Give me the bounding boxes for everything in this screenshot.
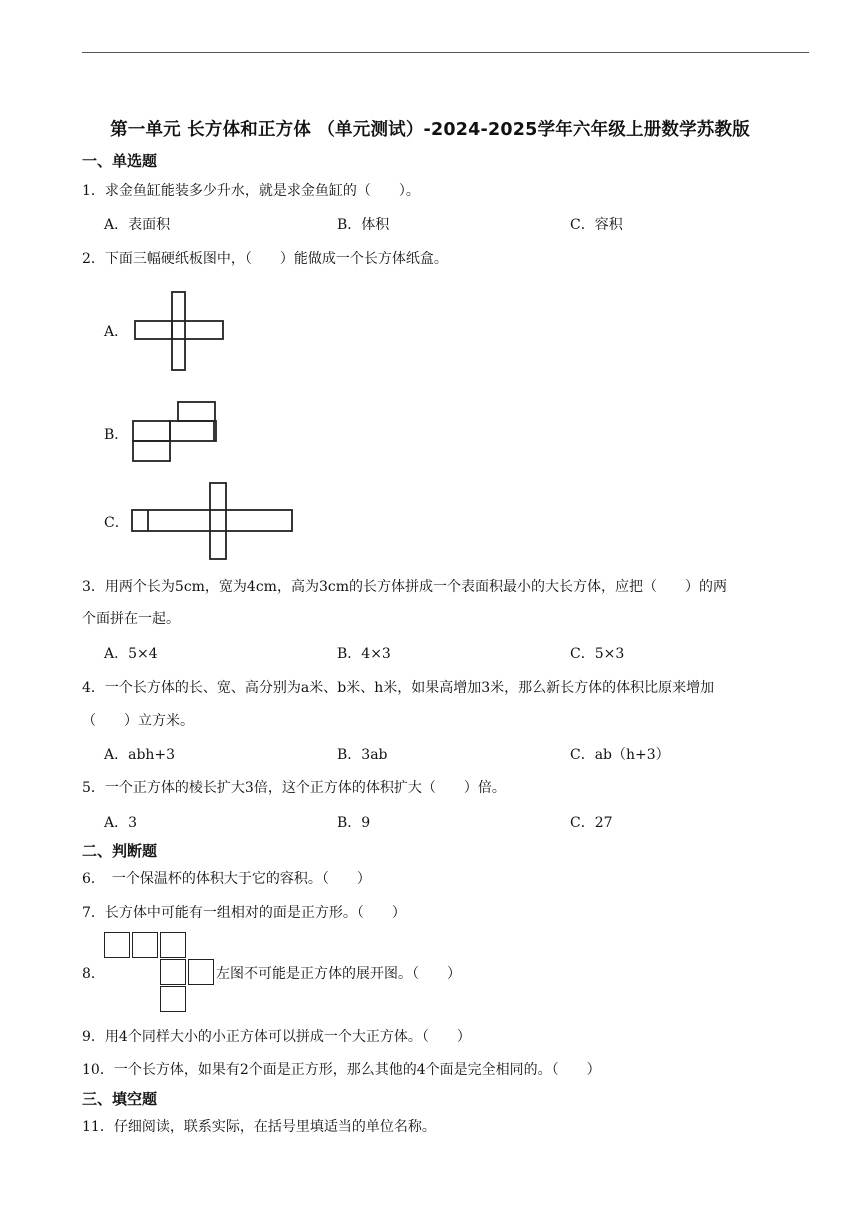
question-8-number: 8． (82, 966, 105, 982)
section-heading-single-choice: 一、单选题 (82, 152, 158, 170)
question-11: 11．仔细阅读，联系实际，在括号里填适当的单位名称。 (82, 1119, 436, 1135)
question-4-line-2: （ ）立方米。 (82, 713, 194, 729)
q3-option-c: C．5×3 (570, 646, 625, 662)
header-rule (82, 52, 809, 53)
q5-option-b: B．9 (337, 815, 371, 831)
net-cell (160, 986, 186, 1012)
net-figure-c (130, 478, 296, 564)
question-5: 5．一个正方体的棱长扩大3倍，这个正方体的体积扩大（ ）倍。 (82, 780, 506, 796)
net-cell (104, 932, 130, 958)
net-cell (160, 932, 186, 958)
q2-label-c: C． (104, 515, 129, 531)
net-cell (160, 959, 186, 985)
q5-option-c: C．27 (570, 815, 613, 831)
net-figure-b (130, 398, 230, 464)
question-9: 9．用4个同样大小的小正方体可以拼成一个大正方体。（ ） (82, 1029, 471, 1045)
question-3-line-2: 个面拼在一起。 (82, 611, 180, 627)
question-2: 2．下面三幅硬纸板图中，（ ）能做成一个长方体纸盒。 (82, 251, 448, 267)
q4-option-a: A．abh+3 (104, 747, 176, 763)
net-figure-a (130, 288, 230, 374)
question-10: 10．一个长方体，如果有2个面是正方形，那么其他的4个面是完全相同的。（ ） (82, 1062, 601, 1078)
net-cell (188, 959, 214, 985)
q1-option-a: A．表面积 (104, 217, 171, 233)
page-title: 第一单元 长方体和正方体 （单元测试）-2024-2025学年六年级上册数学苏教版 (110, 120, 750, 140)
q4-option-c: C．ab（h+3） (570, 747, 670, 763)
q1-option-b: B．体积 (337, 217, 390, 233)
q3-option-a: A．5×4 (104, 646, 158, 662)
q2-label-a: A． (104, 324, 129, 340)
question-4-line-1: 4．一个长方体的长、宽、高分别为a米、b米、h米，如果高增加3米，那么新长方体的体积比原来增加 (82, 680, 715, 696)
question-8-text: 左图不可能是正方体的展开图。（ ） (216, 966, 461, 982)
question-3-line-1: 3．用两个长为5cm，宽为4cm，高为3cm的长方体拼成一个表面积最小的大长方体，应把（ ）的两 (82, 579, 727, 595)
q5-option-a: A．3 (104, 815, 138, 831)
question-1: 1．求金鱼缸能装多少升水，就是求金鱼缸的（ ）。 (82, 183, 420, 199)
cube-net-figure (104, 932, 216, 1014)
q1-option-c: C．容积 (570, 217, 623, 233)
question-6: 6． 一个保温杯的体积大于它的容积。（ ） (82, 871, 371, 887)
q3-option-b: B．4×3 (337, 646, 391, 662)
section-heading-fill-in: 三、填空题 (82, 1090, 158, 1108)
net-cell (132, 932, 158, 958)
q2-label-b: B． (104, 427, 129, 443)
q4-option-b: B．3ab (337, 747, 388, 763)
question-7: 7．长方体中可能有一组相对的面是正方形。（ ） (82, 905, 406, 921)
section-heading-true-false: 二、判断题 (82, 842, 158, 860)
